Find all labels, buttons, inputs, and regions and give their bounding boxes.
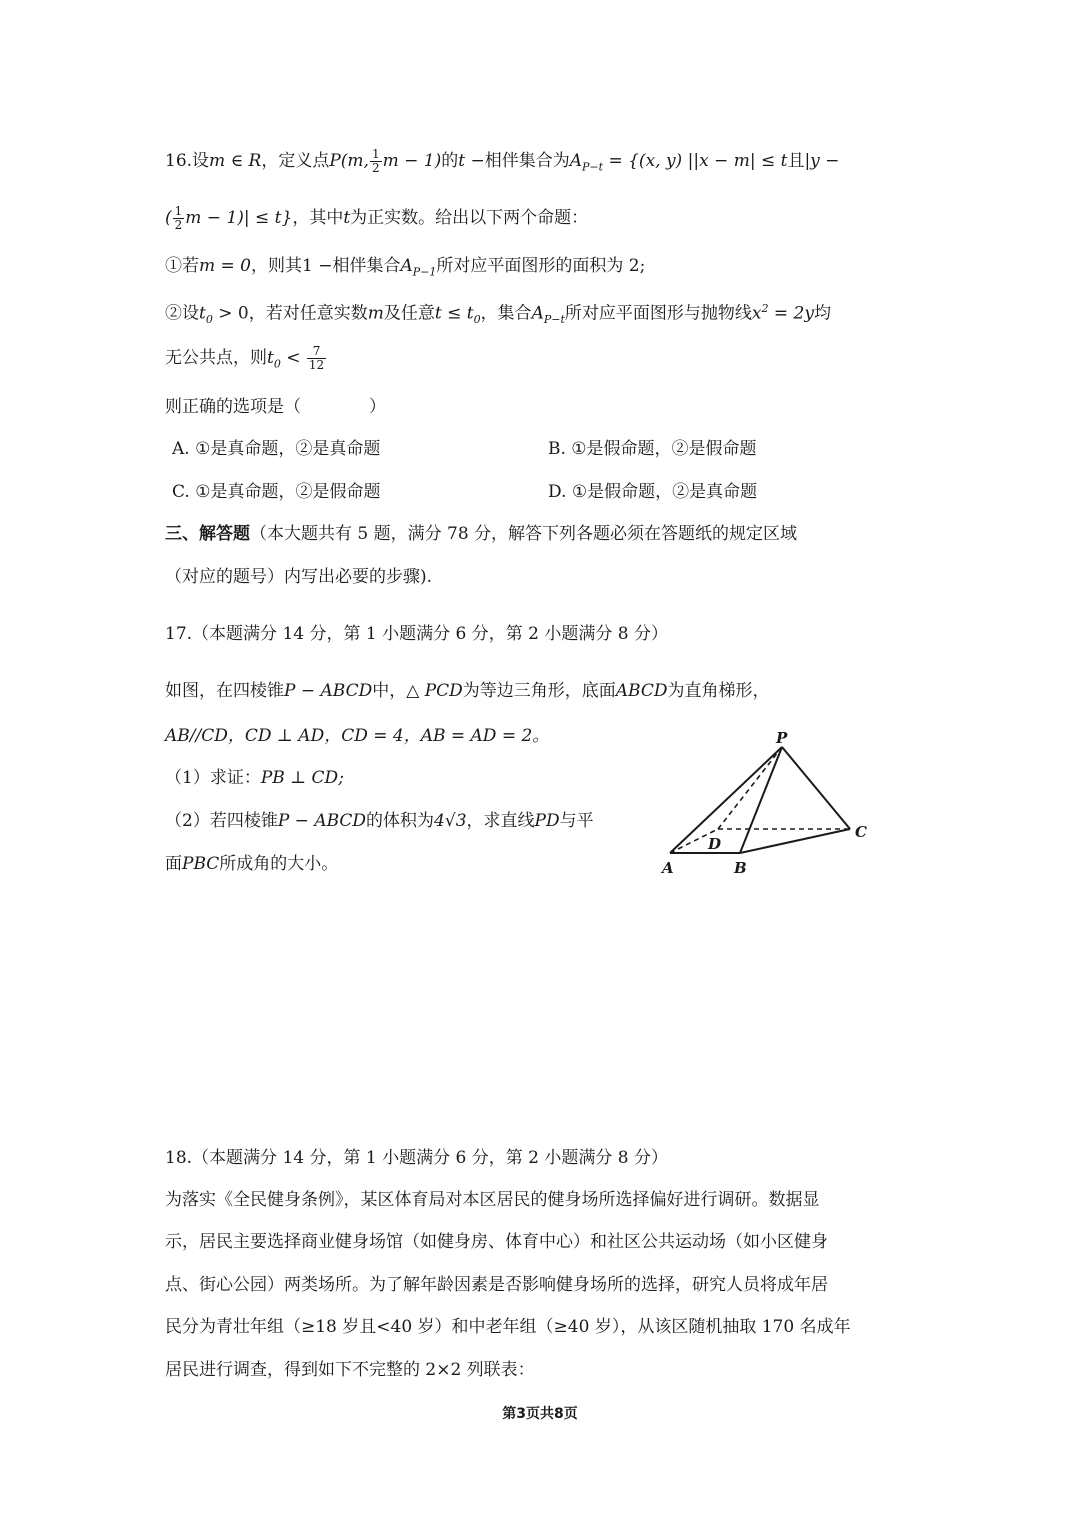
edge-bc (740, 829, 850, 853)
q18-line-1: 为落实《全民健身条例》，某区体育局对本区居民的健身场所选择偏好进行调研。数据显 (165, 1190, 820, 1210)
label-d: D (708, 835, 722, 853)
edge-pd (718, 747, 782, 829)
q16-proposition-2-cont: 无公共点，则$t_0$ < $\frac{7}{12}$ (165, 344, 325, 372)
q18-line-4: 民分为青壮年组（≥18 岁且<40 岁）和中老年组（≥40 岁），从该区随机抽取 170 名成年 (165, 1317, 851, 1337)
q16-line-2: ( $\frac{1}{2}$ m − 1)| ≤ t}，其中t为正实数。给出以下两个命题： (165, 204, 589, 232)
edge-pc (782, 747, 850, 829)
pyramid-figure (650, 725, 880, 885)
q16-option-d: D. ①是假命题，②是真命题 (548, 482, 758, 502)
q16-ask: 则正确的选项是（ ） (165, 397, 386, 417)
q18-header: 18.（本题满分 14 分，第 1 小题满分 6 分，第 2 小题满分 8 分） (165, 1148, 668, 1168)
page-footer: 第3页共8页 (502, 1406, 578, 1422)
edge-pa (670, 747, 782, 853)
q17-sub-2-cont: 面PBC所成角的大小。 (165, 854, 339, 874)
q16-option-a: A. ①是真命题，②是真命题 (172, 439, 381, 459)
section-3-desc: （对应的题号）内写出必要的步骤). (165, 567, 433, 587)
q18-line-3: 点、街心公园）两类场所。为了解年龄因素是否影响健身场所的选择，研究人员将成年居 (165, 1275, 828, 1295)
q18-line-5: 居民进行调查，得到如下不完整的 2×2 列联表： (165, 1360, 535, 1380)
label-c: C (855, 823, 867, 841)
q17-line-2: AB//CD，CD ⊥ AD，CD = 4，AB = AD = 2。 (165, 726, 550, 746)
fraction: $\frac{1}{2}$ (371, 147, 380, 175)
section-3-heading: 三、解答题（本大题共有 5 题，满分 78 分，解答下列各题必须在答题纸的规定区域 (165, 524, 798, 544)
q16-option-b: B. ①是假命题，②是假命题 (548, 439, 757, 459)
label-p: P (776, 729, 788, 747)
edge-pb (740, 747, 782, 853)
section-title: 三、解答题 (165, 524, 250, 544)
q17-header: 17.（本题满分 14 分，第 1 小题满分 6 分，第 2 小题满分 8 分） (165, 624, 668, 644)
q16-option-c: C. ①是真命题，②是假命题 (172, 482, 381, 502)
q17-sub-1: （1）求证：PB ⊥ CD; (165, 768, 344, 788)
q18-line-2: 示，居民主要选择商业健身场馆（如健身房、体育中心）和社区公共运动场（如小区健身 (165, 1232, 828, 1252)
label-b: B (734, 859, 747, 877)
label-a: A (662, 859, 674, 877)
fraction: $\frac{7}{12}$ (308, 344, 325, 372)
q17-line-1: 如图，在四棱锥P − ABCD中，△ PCD为等边三角形，底面ABCD为直角梯形， (165, 681, 770, 701)
q17-sub-2: （2）若四棱锥P − ABCD的体积为4√3，求直线PD与平 (165, 811, 594, 831)
q16-proposition-1: ①若m = 0，则其1 −相伴集合$A_{P-1}$所对应平面图形的面积为 2; (165, 256, 646, 279)
q16-line-1: 16.设m ∈ R，定义点P(m, $\frac{1}{2}$ m − 1)的t −相伴集合为$A_{P-t} = \{(x$, y) ||x − m| ≤ t且|y − (165, 147, 840, 175)
q16-proposition-2: ②设$t_0 > 0$，若对任意实数m及任意$t \le t_0$，集合$A_{P-t}$所对应平面图形与抛物线$x^2 = 2y$均 (165, 302, 831, 327)
fraction: $\frac{1}{2}$ (174, 204, 183, 232)
